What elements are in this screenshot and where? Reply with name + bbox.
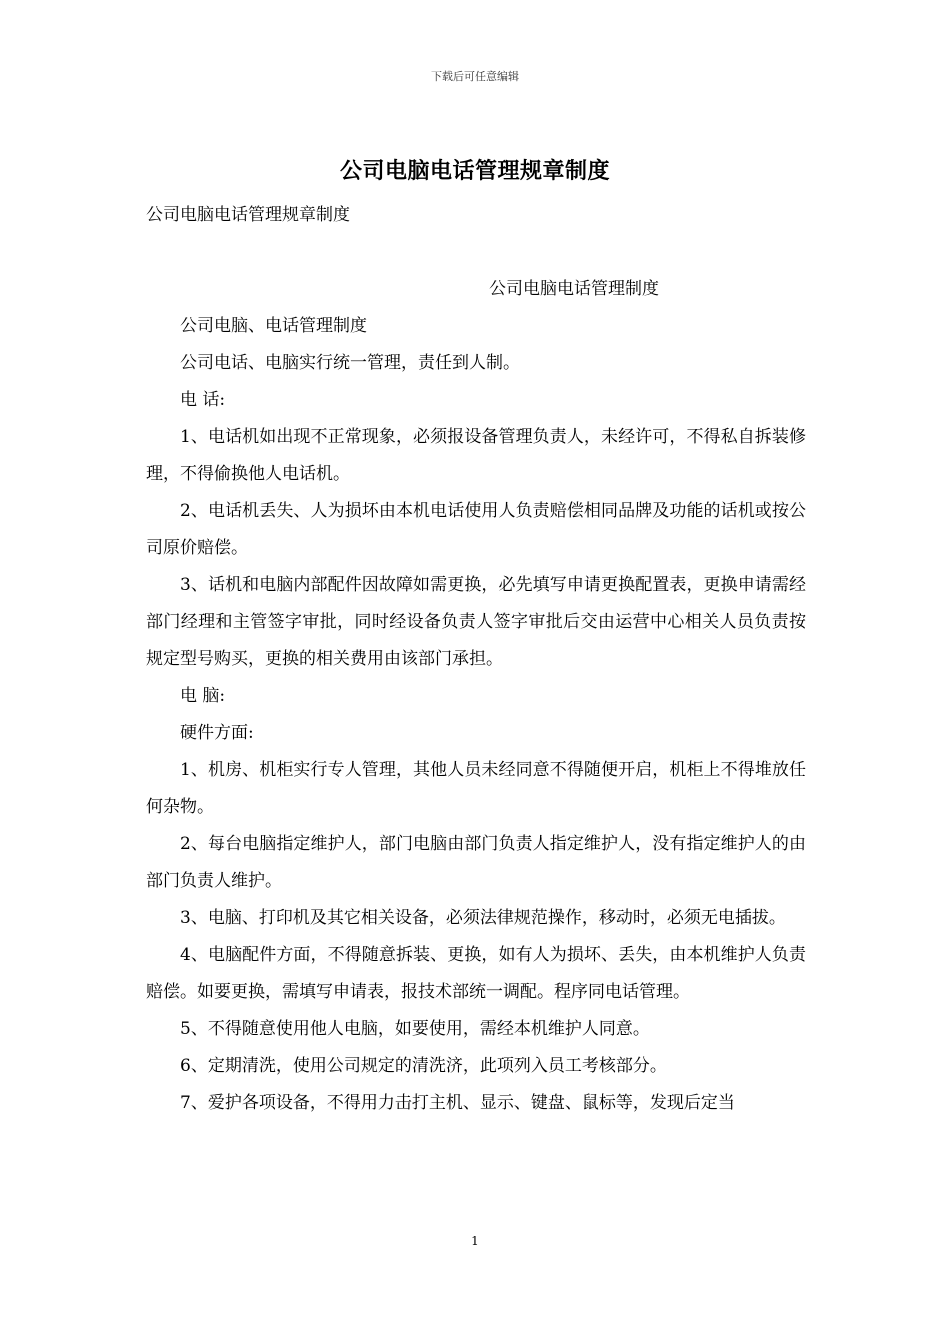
paragraph-phone-rule-2: 2、电话机丢失、人为损坏由本机电话使用人负责赔偿相同品牌及功能的话机或按公司原价赔偿。 [146, 501, 806, 558]
paragraph-hardware-rule-2: 2、每台电脑指定维护人，部门电脑由部门负责人指定维护人，没有指定维护人的由部门负责人维护。 [146, 834, 806, 891]
paragraph-phone-rule-3: 3、话机和电脑内部配件因故障如需更换，必先填写申请更换配置表，更换申请需经部门经理和主管签字审批，同时经设备负责人签字审批后交由运营中心相关人员负责按规定型号购买，更换的相关费用由该部门承担。 [146, 575, 806, 669]
document-title: 公司电脑电话管理规章制度 [339, 158, 610, 184]
paragraph-hardware-rule-6: 6、定期清洗，使用公司规定的清洗济，此项列入员工考核部分。 [180, 1056, 667, 1076]
heading-computer: 电 脑: [180, 686, 226, 706]
paragraph-hardware-rule-4: 4、电脑配件方面，不得随意拆装、更换，如有人为损坏、丢失，由本机维护人负责赔偿。如要更换，需填写申请表，报技术部统一调配。程序同电话管理。 [146, 945, 806, 1002]
header-note: 下载后可任意编辑 [431, 70, 519, 83]
section-title-right: 公司电脑电话管理制度 [489, 279, 659, 299]
paragraph-hardware-rule-5: 5、不得随意使用他人电脑，如要使用，需经本机维护人同意。 [180, 1019, 650, 1039]
paragraph-policy-heading: 公司电脑、电话管理制度 [180, 316, 367, 336]
paragraph-intro: 公司电话、电脑实行统一管理，责任到人制。 [180, 353, 520, 373]
paragraph-hardware-rule-7: 7、爱护各项设备，不得用力击打主机、显示、键盘、鼠标等，发现后定当 [180, 1093, 735, 1113]
paragraph-hardware-rule-3: 3、电脑、打印机及其它相关设备，必须法律规范操作，移动时，必须无电插拔。 [180, 908, 786, 928]
heading-phone: 电 话: [180, 390, 226, 410]
document-body [146, 197, 806, 1122]
heading-hardware: 硬件方面: [180, 723, 254, 743]
paragraph-hardware-rule-1: 1、机房、机柜实行专人管理，其他人员未经同意不得随便开启，机柜上不得堆放任何杂物。 [146, 760, 806, 817]
page-number: 1 [471, 1234, 479, 1248]
document-subtitle: 公司电脑电话管理规章制度 [146, 205, 350, 225]
paragraph-phone-rule-1: 1、电话机如出现不正常现象，必须报设备管理负责人，未经许可，不得私自拆装修理，不得偷换他人电话机。 [146, 427, 806, 484]
